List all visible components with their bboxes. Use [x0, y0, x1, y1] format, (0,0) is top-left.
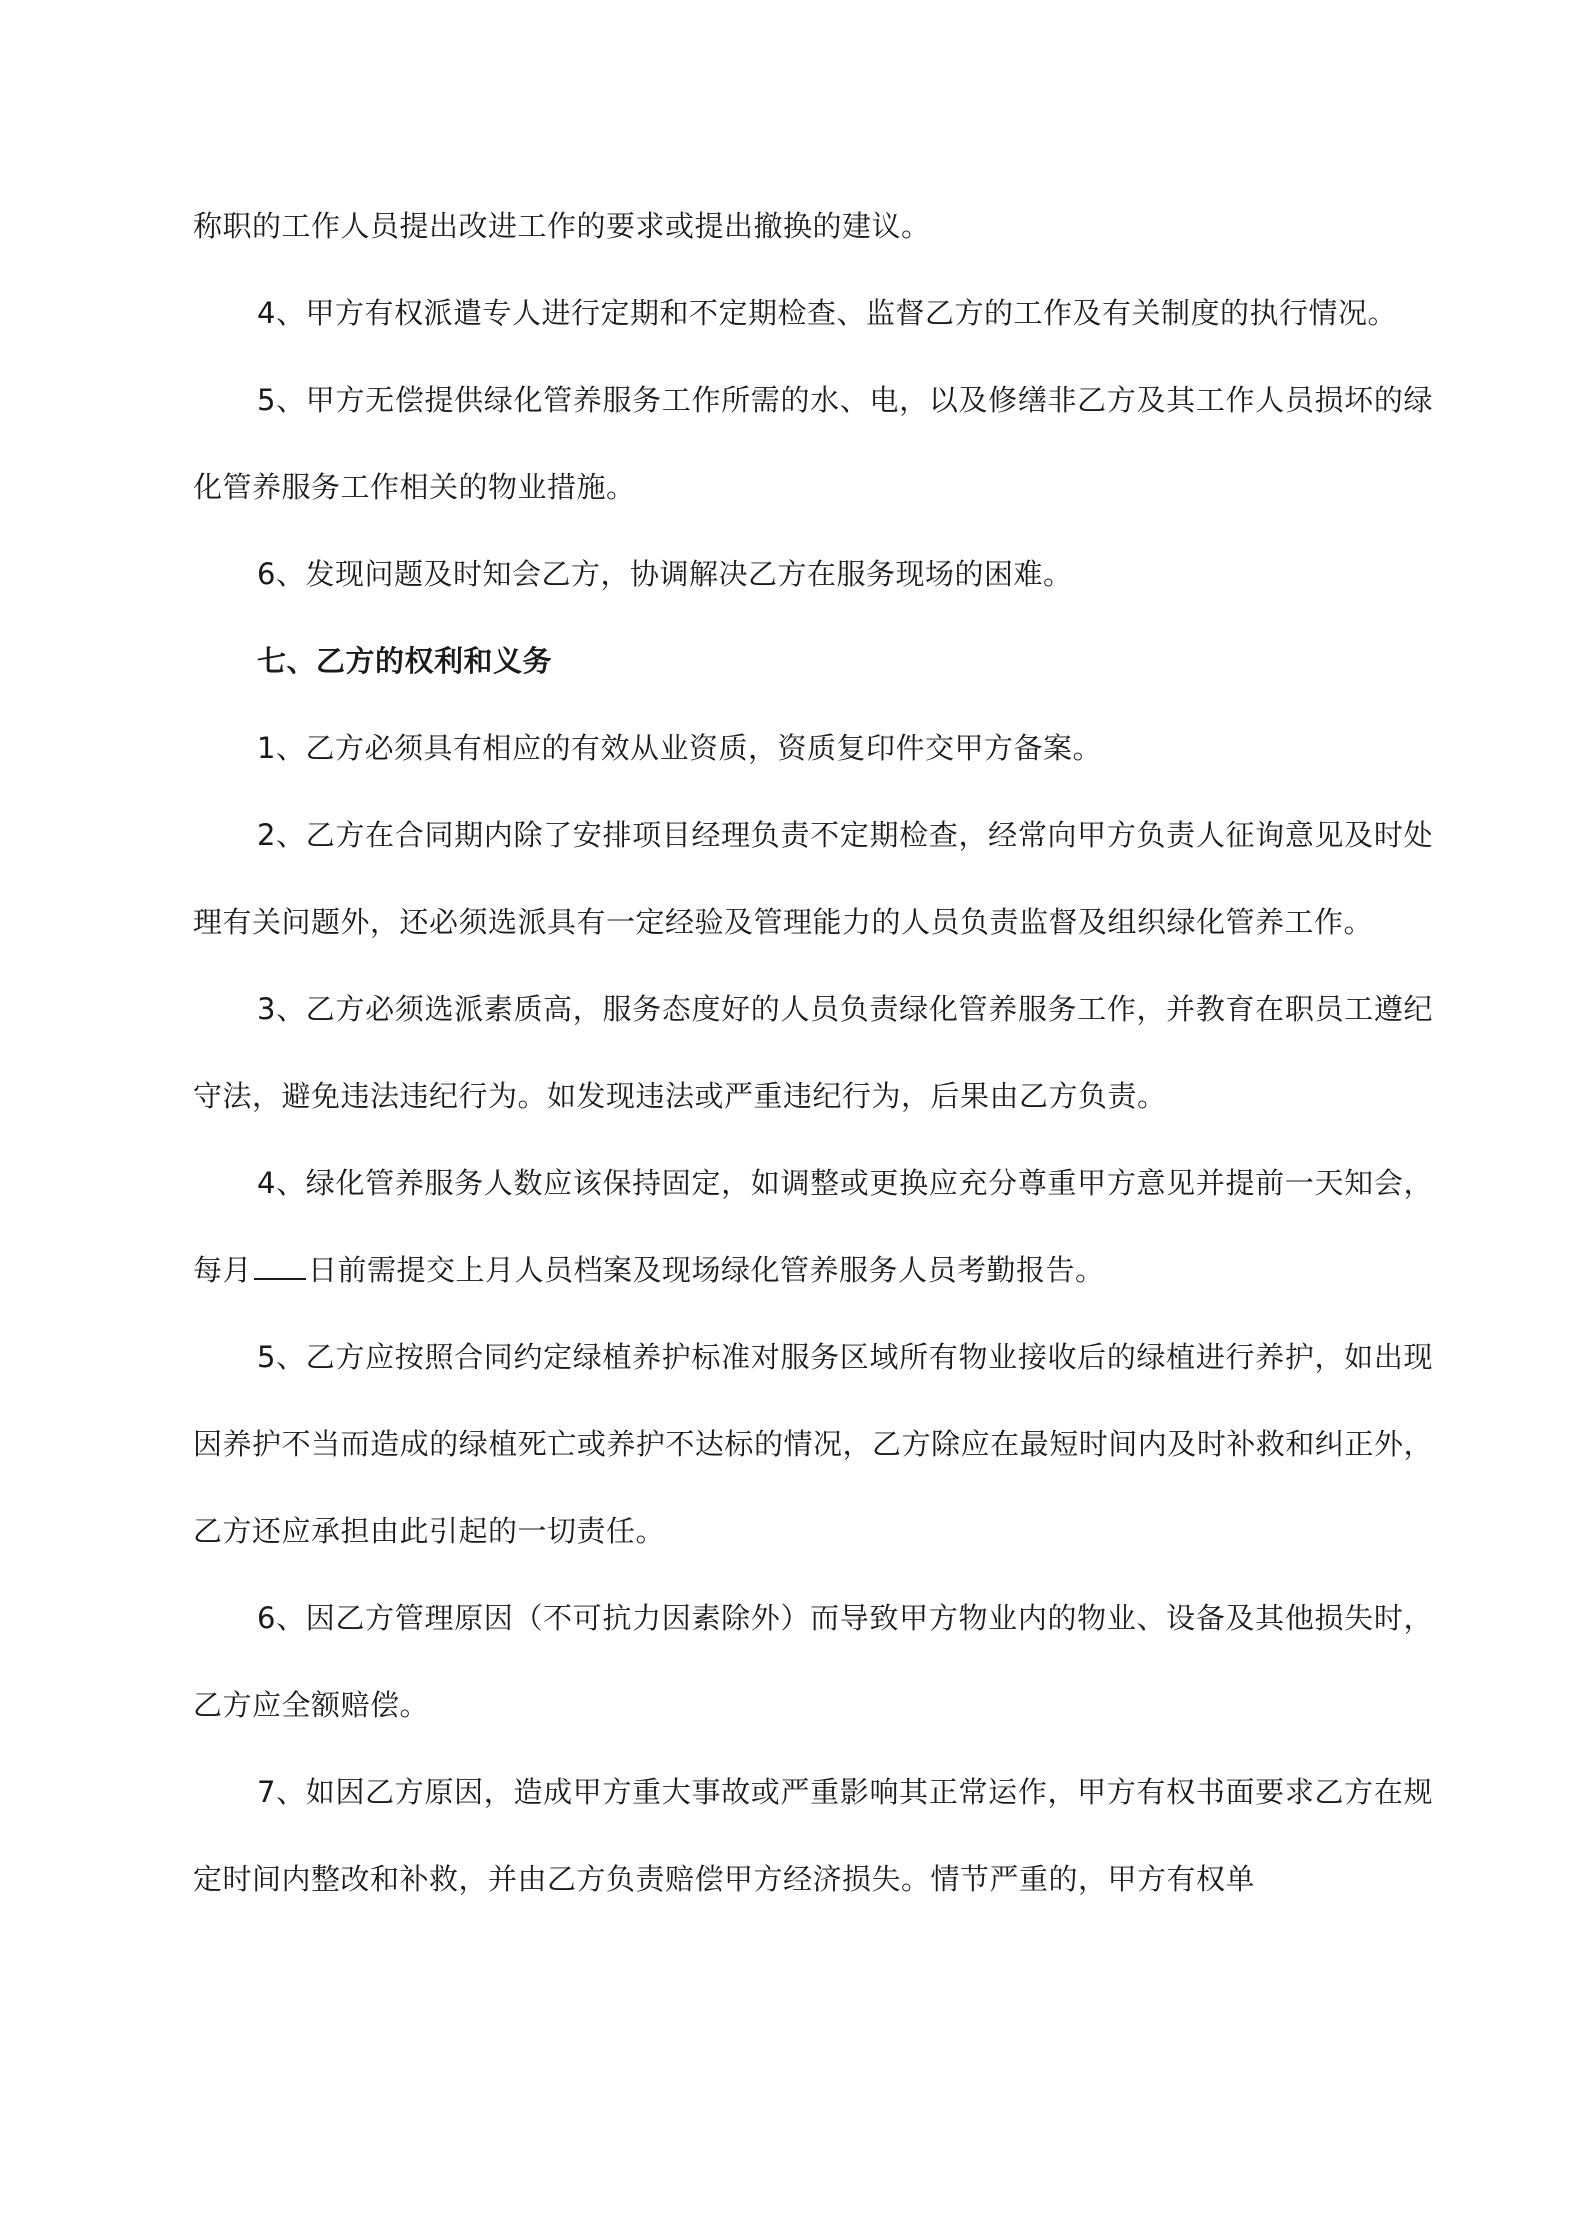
paragraph-clause-b5: 5、乙方应按照合同约定绿植养护标准对服务区域所有物业接收后的绿植进行养护，如出现因养护不当而造成的绿植死亡或养护不达标的情况，乙方除应在最短时间内及时补救和纠正外，乙方还应承担由此引起的一切责任。: [193, 1340, 1433, 1548]
paragraph-clause-a6: 6、发现问题及时知会乙方，协调解决乙方在服务现场的困难。: [257, 557, 1073, 591]
paragraph-clause-b1: 1、乙方必须具有相应的有效从业资质，资质复印件交甲方备案。: [257, 731, 1102, 765]
paragraph-clause-a5: 5、甲方无偿提供绿化管养服务工作所需的水、电，以及修缮非乙方及其工作人员损坏的绿化管养服务工作相关的物业措施。: [193, 383, 1433, 504]
document-body: [193, 183, 1433, 1923]
fill-in-blank: [254, 1248, 306, 1280]
paragraph-clause-b2: 2、乙方在合同期内除了安排项目经理负责不定期检查，经常向甲方负责人征询意见及时处理有关问题外，还必须选派具有一定经验及管理能力的人员负责监督及组织绿化管养工作。: [193, 818, 1433, 939]
paragraph-clause-a4: 4、甲方有权派遣专人进行定期和不定期检查、监督乙方的工作及有关制度的执行情况。: [257, 296, 1397, 330]
paragraph-clause-b7: 7、如因乙方原因，造成甲方重大事故或严重影响其正常运作，甲方有权书面要求乙方在规定时间内整改和补救，并由乙方负责赔偿甲方经济损失。情节严重的，甲方有权单: [193, 1775, 1433, 1896]
paragraph-continuation: 称职的工作人员提出改进工作的要求或提出撤换的建议。: [193, 209, 931, 243]
paragraph-clause-b4: [193, 1140, 1433, 1314]
clause-b4-text-after: 日前需提交上月人员档案及现场绿化管养服务人员考勤报告。: [308, 1253, 1105, 1287]
section-heading-party-b: 七、乙方的权利和义务: [257, 644, 553, 678]
paragraph-clause-b3: 3、乙方必须选派素质高，服务态度好的人员负责绿化管养服务工作，并教育在职员工遵纪守法，避免违法违纪行为。如发现违法或严重违纪行为，后果由乙方负责。: [193, 992, 1433, 1113]
clause-b4-text-before: 4、绿化管养服务人数应该保持固定，如调整或更换应充分尊重甲方意见并提前一天知会，每月: [193, 1166, 1433, 1287]
paragraph-clause-b6: 6、因乙方管理原因（不可抗力因素除外）而导致甲方物业内的物业、设备及其他损失时，乙方应全额赔偿。: [193, 1601, 1433, 1722]
